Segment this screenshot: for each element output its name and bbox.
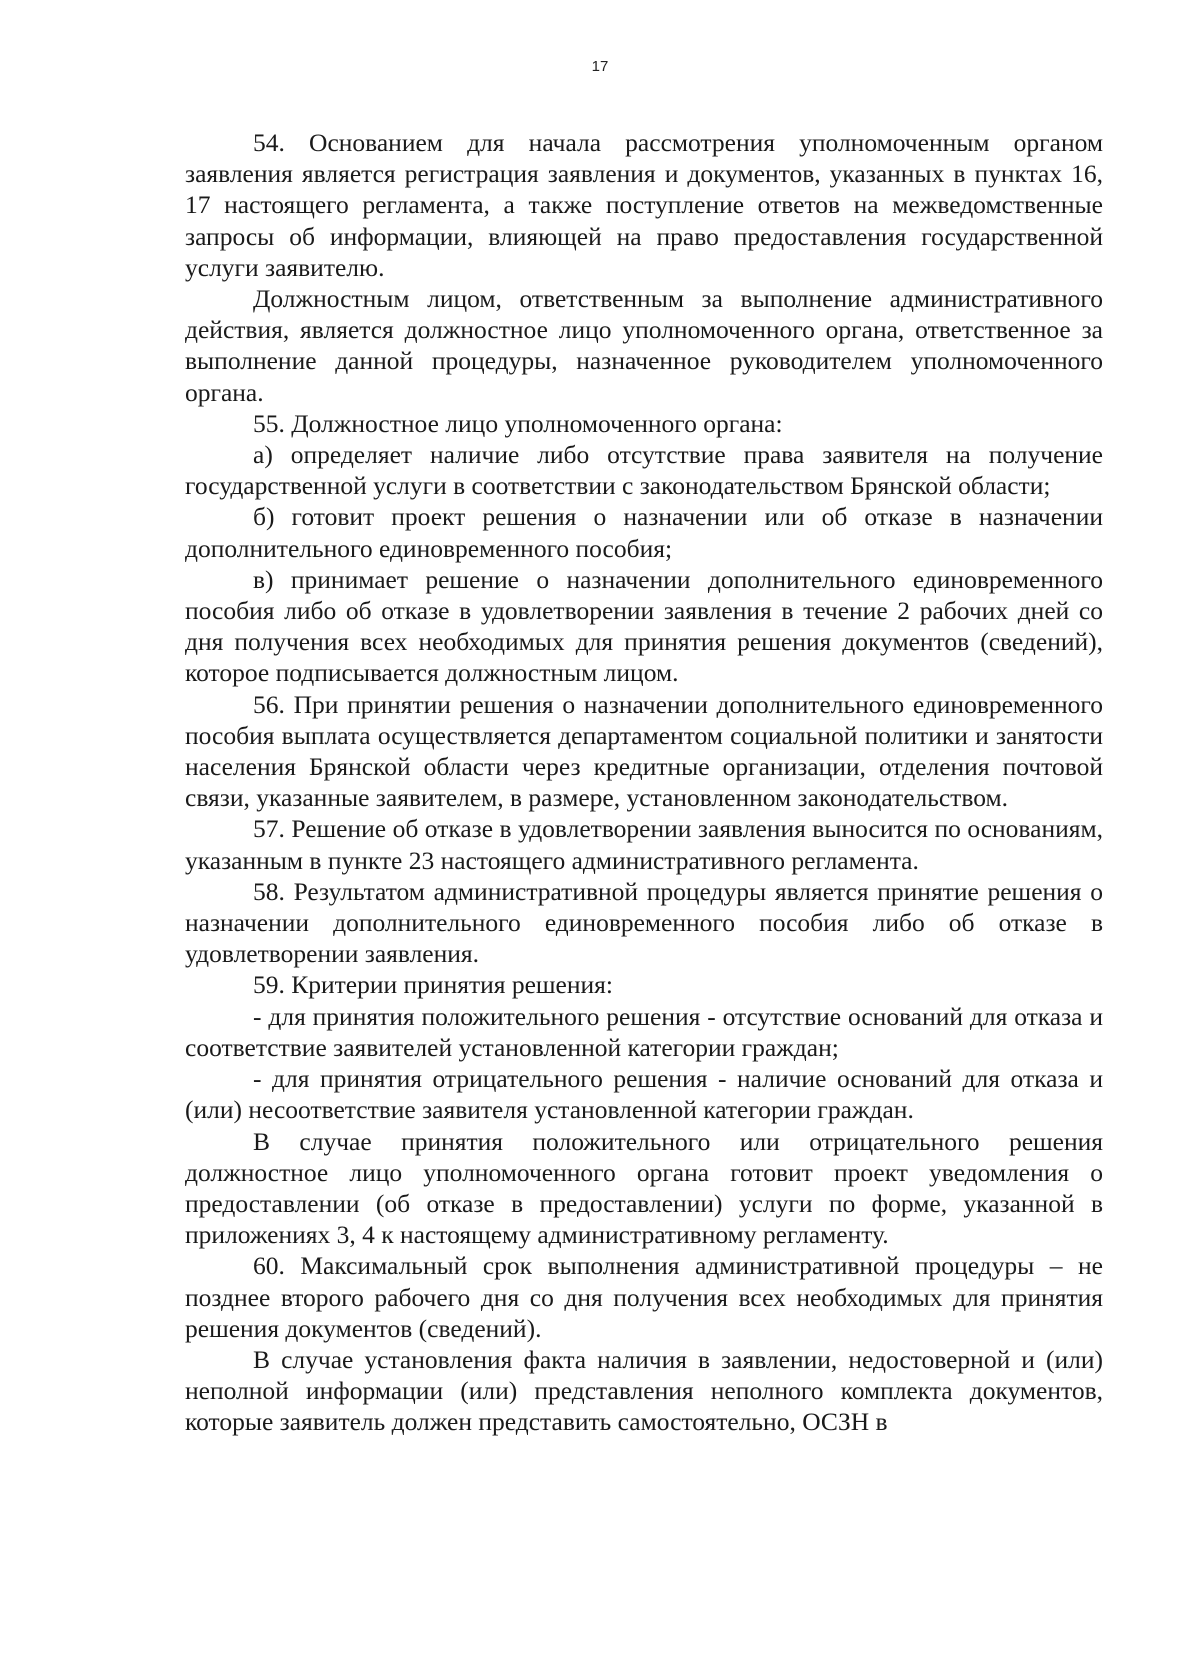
paragraph-58: 58. Результатом административной процедуры является принятие решения о назначении дополнительного единовременного пособия либо об отказе в удовлетворении заявления. <box>185 876 1103 969</box>
paragraph-60: 60. Максимальный срок выполнения административной процедуры – не позднее второго рабочего дня со дня получения всех необходимых для принятия решения документов (сведений). <box>185 1251 1103 1343</box>
paragraph-54: 54. Основанием для начала рассмотрения уполномоченным органом заявления является регистрация заявления и документов, указанных в пунктах 16, 17 настоящего регламента, а также поступление ответов на межведомственные запросы об информации, влияющей на право предоставления государственной услуги заявителю. <box>185 128 1103 282</box>
document-body <box>185 127 1103 1438</box>
page-number: 17 <box>591 58 609 75</box>
paragraph-57: 57. Решение об отказе в удовлетворении заявления выносится по основаниям, указанным в пункте 23 настоящего административного регламента. <box>185 814 1103 875</box>
paragraph-59-positive: - для принятия положительного решения - отсутствие оснований для отказа и соответствие заявителей установленной категории граждан; <box>185 1001 1103 1062</box>
paragraph-responsible-official: Должностным лицом, ответственным за выполнение административного действия, является должностное лицо уполномоченного органа, ответственное за выполнение данной процедуры, назначенное руководителем уполномоченного органа. <box>185 284 1103 407</box>
paragraph-55-a: а) определяет наличие либо отсутствие права заявителя на получение государственной услуги в соответствии с законодательством Брянской области; <box>185 440 1103 501</box>
paragraph-56: 56. При принятии решения о назначении дополнительного единовременного пособия выплата осуществляется департаментом социальной политики и занятости населения Брянской области через кредитные организации, отделения почтовой связи, указанные заявителем, в размере, установленном законодательством. <box>185 689 1103 813</box>
paragraph-incomplete-info: В случае установления факта наличия в заявлении, недостоверной и (или) неполной информации (или) представления неполного комплекта документов, которые заявитель должен представить самостоятельно, ОСЗН в <box>185 1344 1103 1437</box>
paragraph-55-b: б) готовит проект решения о назначении или об отказе в назначении дополнительного единовременного пособия; <box>185 502 1103 563</box>
paragraph-55-v: в) принимает решение о назначении дополнительного единовременного пособия либо об отказе в удовлетворении заявления в течение 2 рабочих дней со дня получения всех необходимых для принятия решения документов (сведений), которое подписывается должностным лицом. <box>185 564 1103 688</box>
paragraph-59: 59. Критерии принятия решения: <box>253 970 613 1000</box>
paragraph-59-negative: - для принятия отрицательного решения - наличие оснований для отказа и (или) несоответствие заявителя установленной категории граждан. <box>185 1064 1103 1125</box>
paragraph-55: 55. Должностное лицо уполномоченного органа: <box>253 408 783 438</box>
paragraph-notification: В случае принятия положительного или отрицательного решения должностное лицо уполномоченного органа готовит проект уведомления о предоставлении (об отказе в предоставлении) услуги по форме, указанной в приложениях 3, 4 к настоящему административному регламенту. <box>185 1126 1103 1250</box>
